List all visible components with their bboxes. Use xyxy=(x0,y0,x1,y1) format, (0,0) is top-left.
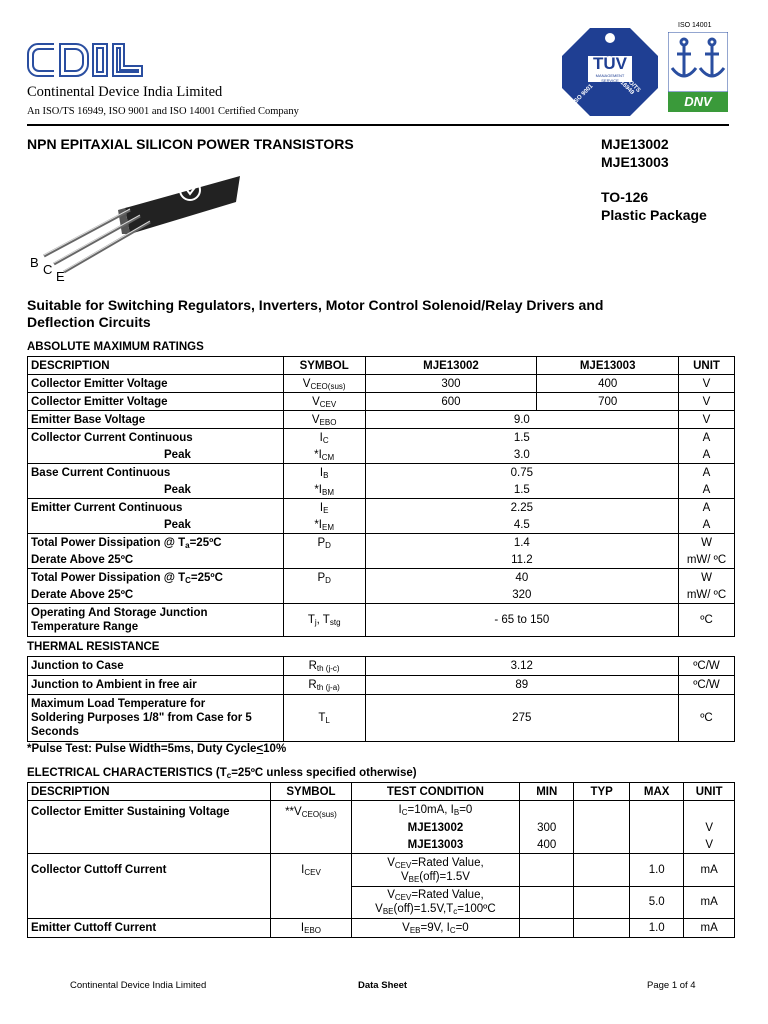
cond-text: (off)=1.5V,T xyxy=(393,903,454,916)
cond-text: V xyxy=(375,903,383,916)
header-test-condition: TEST CONDITION xyxy=(351,783,520,801)
row-test-condition xyxy=(351,801,520,820)
symbol-main: I xyxy=(319,466,324,479)
table-row xyxy=(28,886,735,919)
transistor-package-image xyxy=(30,160,245,285)
row-unit: mW/ ºC xyxy=(679,586,735,604)
row-description: Emitter Cuttoff Current xyxy=(28,919,271,938)
row-value: - 65 to 150 xyxy=(365,604,678,637)
table-row xyxy=(28,464,735,482)
header-min: MIN xyxy=(520,783,574,801)
desc-text: Total Power Dissipation @ T xyxy=(31,571,186,584)
desc-line: Operating And Storage Junction xyxy=(31,607,208,619)
row-unit: V xyxy=(679,393,735,411)
symbol-main: , T xyxy=(316,614,330,626)
symbol-main: *I xyxy=(314,518,322,531)
cond-line xyxy=(355,870,517,884)
cond-sub: C xyxy=(401,808,408,817)
row-unit: A xyxy=(679,499,735,517)
row-test-condition xyxy=(351,919,520,938)
table-row xyxy=(28,569,735,587)
row-symbol xyxy=(283,569,365,587)
symbol-sub: C xyxy=(322,435,329,445)
electrical-heading xyxy=(27,767,417,779)
header-description: DESCRIPTION xyxy=(28,783,271,801)
header-typ: TYP xyxy=(574,783,630,801)
row-description: Emitter Current Continuous xyxy=(28,499,284,517)
row-max xyxy=(630,801,684,820)
application-line-1: Suitable for Switching Regulators, Inverters, Motor Control Solenoid/Relay Drivers and xyxy=(27,297,604,313)
symbol-main: I xyxy=(319,431,323,444)
table-row xyxy=(28,446,735,464)
row-value: 3.0 xyxy=(365,446,678,464)
thermal-heading: THERMAL RESISTANCE xyxy=(27,641,160,653)
row-description: Collector Emitter Voltage xyxy=(28,375,284,393)
row-value-mje13002: 600 xyxy=(365,393,537,411)
row-symbol xyxy=(283,499,365,517)
row-value-mje13003: 700 xyxy=(537,393,679,411)
row-symbol xyxy=(283,657,365,676)
row-value: 4.5 xyxy=(365,516,678,534)
table-header-row xyxy=(28,783,735,801)
application-line-2: Deflection Circuits xyxy=(27,314,151,330)
row-value: 2.25 xyxy=(365,499,678,517)
row-symbol xyxy=(283,446,365,464)
company-name: Continental Device India Limited xyxy=(27,84,223,100)
table-row xyxy=(28,657,735,676)
footer-page-number: Page 1 of 4 xyxy=(647,980,696,991)
table-row xyxy=(28,411,735,429)
symbol-sub: EBO xyxy=(319,417,337,427)
heading-sub: c xyxy=(226,771,232,780)
header-divider xyxy=(27,124,729,126)
table-row xyxy=(28,375,735,393)
symbol-main: V xyxy=(302,377,311,390)
row-description: Base Current Continuous xyxy=(28,464,284,482)
cdil-logo-graphic xyxy=(26,36,146,84)
dnv-badge xyxy=(668,32,728,112)
cond-text: =0 xyxy=(459,804,473,816)
row-description xyxy=(28,569,284,587)
cond-text: =Rated Value, xyxy=(411,889,484,902)
desc-text: Total Power Dissipation @ T xyxy=(31,536,186,549)
row-min xyxy=(520,886,574,919)
dnv-text: DNV xyxy=(668,92,728,112)
table-row xyxy=(28,551,735,569)
cond-sub: c xyxy=(453,907,458,917)
header-unit: UNIT xyxy=(684,783,735,801)
symbol-sub: th (j-c) xyxy=(316,664,340,673)
cond-sub: CEV xyxy=(394,893,412,903)
tuv-certification-badge xyxy=(562,28,658,116)
row-max xyxy=(630,819,684,836)
header-mje13003: MJE13003 xyxy=(537,357,679,375)
row-max xyxy=(630,836,684,854)
table-row xyxy=(28,676,735,695)
row-test-condition: MJE13003 xyxy=(351,836,520,854)
row-symbol xyxy=(283,534,365,552)
row-min: 300 xyxy=(520,819,574,836)
row-unit: ºC xyxy=(679,695,735,742)
row-unit: A xyxy=(679,446,735,464)
abs-max-heading: ABSOLUTE MAXIMUM RATINGS xyxy=(27,341,204,353)
symbol-sub: L xyxy=(325,716,330,725)
row-description: Emitter Base Voltage xyxy=(28,411,284,429)
note-le-symbol: < xyxy=(256,743,264,755)
desc-line: Soldering Purposes 1/8" from Case for 5 xyxy=(31,712,252,724)
row-description: Collector Emitter Sustaining Voltage xyxy=(28,801,271,854)
desc-line: Temperature Range xyxy=(31,621,139,633)
row-value: 1.5 xyxy=(365,481,678,499)
pulse-test-note xyxy=(27,743,286,755)
document-title: NPN EPITAXIAL SILICON POWER TRANSISTORS xyxy=(27,136,354,152)
row-symbol xyxy=(283,586,365,604)
table-row xyxy=(28,481,735,499)
table-row xyxy=(28,499,735,517)
symbol-main: P xyxy=(317,536,326,549)
symbol-sub: CEV xyxy=(304,868,321,877)
row-test-condition xyxy=(351,886,520,919)
row-symbol xyxy=(283,676,365,695)
symbol-main: V xyxy=(311,413,320,426)
row-value: 320 xyxy=(365,586,678,604)
row-description xyxy=(28,695,284,742)
row-min xyxy=(520,919,574,938)
row-unit: ºC/W xyxy=(679,676,735,695)
cond-sub: BE xyxy=(382,907,394,917)
cond-text: V xyxy=(387,889,395,902)
part-number-1: MJE13002 xyxy=(601,136,669,152)
row-symbol xyxy=(283,411,365,429)
symbol-sub: CEO(sus) xyxy=(310,381,346,391)
row-min: 400 xyxy=(520,836,574,854)
row-description: Derate Above 25ºC xyxy=(28,586,284,604)
header-symbol: SYMBOL xyxy=(283,357,365,375)
cond-text: =Rated Value, xyxy=(411,856,484,869)
heading-text: ELECTRICAL CHARACTERISTICS (T xyxy=(27,767,227,779)
header-unit: UNIT xyxy=(679,357,735,375)
row-description: Collector Cuttoff Current xyxy=(28,854,271,887)
desc-sub: C xyxy=(185,575,191,585)
row-description: Junction to Case xyxy=(28,657,284,676)
part-number-2: MJE13003 xyxy=(601,154,669,170)
package-type: TO-126 xyxy=(601,189,649,205)
row-value: 89 xyxy=(365,676,678,695)
row-unit: A xyxy=(679,481,735,499)
row-value-mje13002: 300 xyxy=(365,375,537,393)
symbol-main: P xyxy=(317,571,326,584)
cond-sub: EB xyxy=(409,926,421,935)
row-unit: mA xyxy=(684,919,735,938)
package-description: Plastic Package xyxy=(601,207,707,223)
row-unit: mA xyxy=(684,886,735,919)
row-unit: A xyxy=(679,429,735,447)
table-header-row xyxy=(28,357,735,375)
header-symbol: SYMBOL xyxy=(271,783,351,801)
thermal-table xyxy=(27,656,735,742)
row-symbol xyxy=(271,854,351,887)
row-symbol xyxy=(283,429,365,447)
pin-label-emitter: E xyxy=(56,269,65,284)
electrical-table xyxy=(27,782,735,938)
table-row xyxy=(28,429,735,447)
row-description xyxy=(28,534,284,552)
cond-text: =9V, I xyxy=(420,922,450,934)
row-unit: V xyxy=(684,836,735,854)
iso-14001-label: ISO 14001 xyxy=(678,22,712,29)
row-description: Junction to Ambient in free air xyxy=(28,676,284,695)
row-unit: V xyxy=(679,375,735,393)
desc-text: =25ºC xyxy=(190,571,223,584)
row-description xyxy=(28,886,271,919)
row-symbol xyxy=(283,551,365,569)
symbol-sub: D xyxy=(325,575,331,585)
row-description: Collector Current Continuous xyxy=(28,429,284,447)
heading-text: =25ºC unless specified otherwise) xyxy=(231,767,417,779)
note-text: *Pulse Test: Pulse Width=5ms, Duty Cycle xyxy=(27,743,257,755)
row-min xyxy=(520,854,574,887)
row-description xyxy=(28,604,284,637)
row-typ xyxy=(574,886,630,919)
row-unit: A xyxy=(679,516,735,534)
row-typ xyxy=(574,836,630,854)
row-value: 9.0 xyxy=(365,411,678,429)
row-value-mje13003: 400 xyxy=(537,375,679,393)
symbol-main: I xyxy=(319,501,324,514)
row-max: 1.0 xyxy=(630,919,684,938)
row-unit: mA xyxy=(684,854,735,887)
footer-company: Continental Device India Limited xyxy=(70,980,207,991)
row-test-condition xyxy=(351,854,520,887)
symbol-main: **V xyxy=(285,806,302,818)
footer-datasheet-label: Data Sheet xyxy=(358,980,408,991)
row-max: 1.0 xyxy=(630,854,684,887)
cond-line xyxy=(355,902,517,916)
symbol-main: I xyxy=(301,864,305,876)
certification-line: An ISO/TS 16949, ISO 9001 and ISO 14001 Certified Company xyxy=(27,106,299,117)
row-symbol xyxy=(271,919,351,938)
header-description: DESCRIPTION xyxy=(28,357,284,375)
row-symbol xyxy=(283,481,365,499)
row-typ xyxy=(574,919,630,938)
row-description: Collector Emitter Voltage xyxy=(28,393,284,411)
abs-max-table xyxy=(27,356,735,637)
row-value: 40 xyxy=(365,569,678,587)
tuv-text: TÜV xyxy=(593,54,627,73)
row-symbol xyxy=(283,464,365,482)
cond-text: I xyxy=(398,804,402,816)
table-row xyxy=(28,919,735,938)
row-value: 0.75 xyxy=(365,464,678,482)
row-typ xyxy=(574,801,630,820)
row-typ xyxy=(574,854,630,887)
row-symbol xyxy=(283,393,365,411)
cond-text: =100ºC xyxy=(457,903,496,916)
cond-sub: C xyxy=(449,926,456,935)
row-symbol xyxy=(283,516,365,534)
table-row xyxy=(28,393,735,411)
row-symbol xyxy=(271,886,351,919)
symbol-sub: EM xyxy=(322,522,334,532)
row-test-condition: MJE13002 xyxy=(351,819,520,836)
row-unit: V xyxy=(679,411,735,429)
header-mje13002: MJE13002 xyxy=(365,357,537,375)
table-row xyxy=(28,854,735,887)
row-symbol xyxy=(283,375,365,393)
table-row xyxy=(28,801,735,820)
cond-sub: B xyxy=(453,808,460,817)
symbol-main: R xyxy=(308,660,317,672)
row-value: 275 xyxy=(365,695,678,742)
symbol-main: T xyxy=(318,712,326,724)
desc-sub: a xyxy=(185,540,190,550)
row-unit: ºC xyxy=(679,604,735,637)
desc-line: Maximum Load Temperature for xyxy=(31,698,206,710)
iso-ts-label: ISO/TS 16949 xyxy=(618,75,642,97)
symbol-main: V xyxy=(312,395,320,408)
cond-sub: CEV xyxy=(394,860,412,870)
row-max: 5.0 xyxy=(630,886,684,919)
symbol-sub: CM xyxy=(321,452,335,462)
cond-text: V xyxy=(400,870,409,883)
cond-line xyxy=(355,856,517,870)
row-description: Peak xyxy=(28,446,284,464)
table-row xyxy=(28,695,735,742)
symbol-main: *I xyxy=(314,483,322,496)
cond-text: =10mA, I xyxy=(407,804,454,816)
symbol-sub: B xyxy=(323,470,329,480)
tuv-subtext: MANAGEMENT SERVICE xyxy=(595,73,625,83)
cond-text: V xyxy=(387,856,395,869)
table-row xyxy=(28,534,735,552)
row-unit: W xyxy=(679,534,735,552)
row-description: Derate Above 25ºC xyxy=(28,551,284,569)
symbol-sub: CEO(sus) xyxy=(301,810,337,819)
symbol-sub: D xyxy=(325,540,331,550)
cond-line xyxy=(355,888,517,902)
iso-9001-label: ISO 9001 xyxy=(572,83,595,106)
symbol-sub: stg xyxy=(329,618,341,627)
cond-text: =0 xyxy=(455,922,469,934)
row-symbol xyxy=(283,695,365,742)
row-description: Peak xyxy=(28,516,284,534)
symbol-main: T xyxy=(307,614,315,626)
row-unit: W xyxy=(679,569,735,587)
symbol-main: *I xyxy=(314,448,322,461)
table-row xyxy=(28,516,735,534)
symbol-sub: EBO xyxy=(304,926,322,935)
symbol-sub: BM xyxy=(322,487,334,497)
company-logo xyxy=(26,36,146,89)
row-value: 1.5 xyxy=(365,429,678,447)
symbol-sub: CEV xyxy=(319,399,337,409)
row-description: Peak xyxy=(28,481,284,499)
symbol-main: I xyxy=(300,922,305,934)
row-typ xyxy=(574,819,630,836)
row-value: 3.12 xyxy=(365,657,678,676)
row-value: 1.4 xyxy=(365,534,678,552)
header-max: MAX xyxy=(630,783,684,801)
symbol-sub: j xyxy=(314,618,317,627)
cond-text: V xyxy=(402,922,410,934)
row-value: 11.2 xyxy=(365,551,678,569)
row-symbol xyxy=(283,604,365,637)
row-unit: ºC/W xyxy=(679,657,735,676)
cond-text: (off)=1.5V xyxy=(419,870,470,883)
anchor-icon xyxy=(668,32,728,92)
pin-label-collector: C xyxy=(43,262,53,277)
row-unit xyxy=(684,801,735,820)
symbol-main: R xyxy=(308,679,317,691)
cond-sub: BE xyxy=(408,874,420,884)
row-unit: mW/ ºC xyxy=(679,551,735,569)
table-row xyxy=(28,604,735,637)
symbol-sub: th (j-a) xyxy=(316,683,340,692)
desc-text: =25ºC xyxy=(189,536,222,549)
symbol-sub: E xyxy=(323,505,329,515)
row-symbol xyxy=(271,801,351,854)
pin-label-base: B xyxy=(30,255,39,270)
row-unit: A xyxy=(679,464,735,482)
note-text: 10% xyxy=(263,743,287,755)
row-unit: V xyxy=(684,819,735,836)
row-min xyxy=(520,801,574,820)
desc-line: Seconds xyxy=(31,726,79,738)
table-row xyxy=(28,586,735,604)
